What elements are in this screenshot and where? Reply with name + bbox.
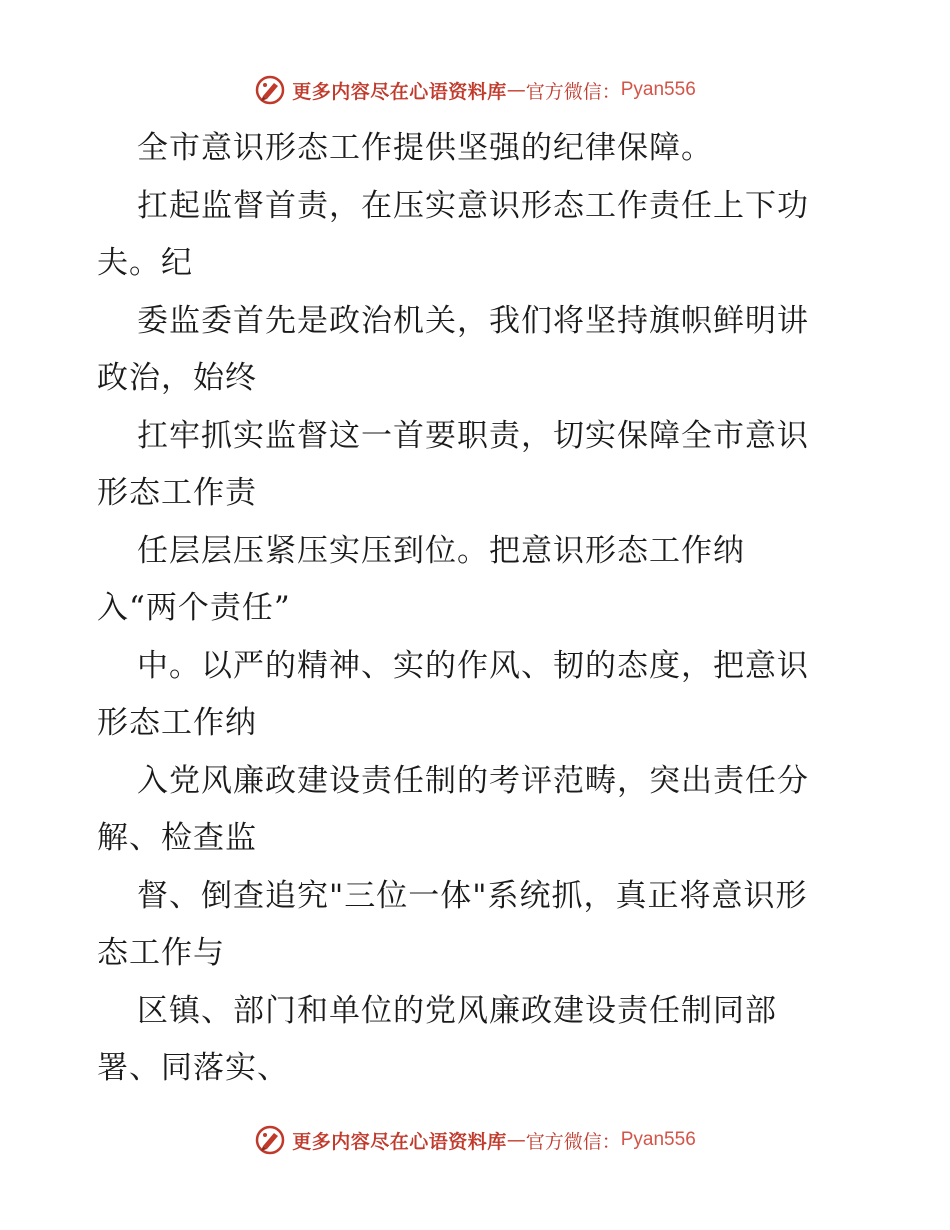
body-line: 督、倒查追究"三位一体"系统抓，真正将意识形: [137, 877, 808, 914]
body-line: 委监委首先是政治机关，我们将坚持旗帜鲜明讲: [137, 302, 809, 339]
brand-logo-icon: [254, 1124, 286, 1156]
footer-contact-id: Pyan556: [620, 1129, 696, 1150]
body-line: 入“两个责任”: [97, 590, 291, 626]
footer-contact-label: 官方微信：: [525, 1130, 621, 1153]
body-line: 全市意识形态工作提供坚强的纪律保障。: [137, 130, 713, 166]
body-line: 扛牢抓实监督这一首要职责，切实保障全市意识: [137, 417, 809, 454]
footer-separator: —: [506, 1129, 526, 1151]
brand-logo-icon: [254, 74, 286, 106]
body-line: 中。以严的精神、实的作风、韧的态度，把意识: [137, 647, 809, 684]
body-line: 形态工作责: [97, 475, 257, 511]
footer-watermark: [0, 1120, 950, 1160]
header-contact-id: Pyan556: [620, 79, 696, 100]
body-line: 解、检查监: [97, 820, 257, 856]
header-separator: —: [506, 79, 526, 101]
body-line: 入党风廉政建设责任制的考评范畴，突出责任分: [137, 762, 809, 799]
body-line: 任层层压紧压实压到位。把意识形态工作纳: [137, 532, 745, 569]
footer-brand-text: 更多内容尽在心语资料库: [292, 1130, 507, 1153]
header-watermark: [0, 70, 950, 110]
body-line: 态工作与: [97, 935, 225, 971]
body-line: 署、同落实、: [97, 1050, 289, 1086]
body-line: 政治，始终: [97, 360, 257, 396]
document-body: [97, 120, 857, 1098]
header-contact-label: 官方微信：: [525, 80, 621, 103]
body-line: 区镇、部门和单位的党风廉政建设责任制同部: [137, 992, 777, 1029]
body-line: 形态工作纳: [97, 705, 257, 741]
body-line: 夫。纪: [97, 245, 193, 281]
header-brand-text: 更多内容尽在心语资料库: [292, 80, 507, 103]
body-line: 扛起监督首责，在压实意识形态工作责任上下功: [137, 187, 809, 224]
